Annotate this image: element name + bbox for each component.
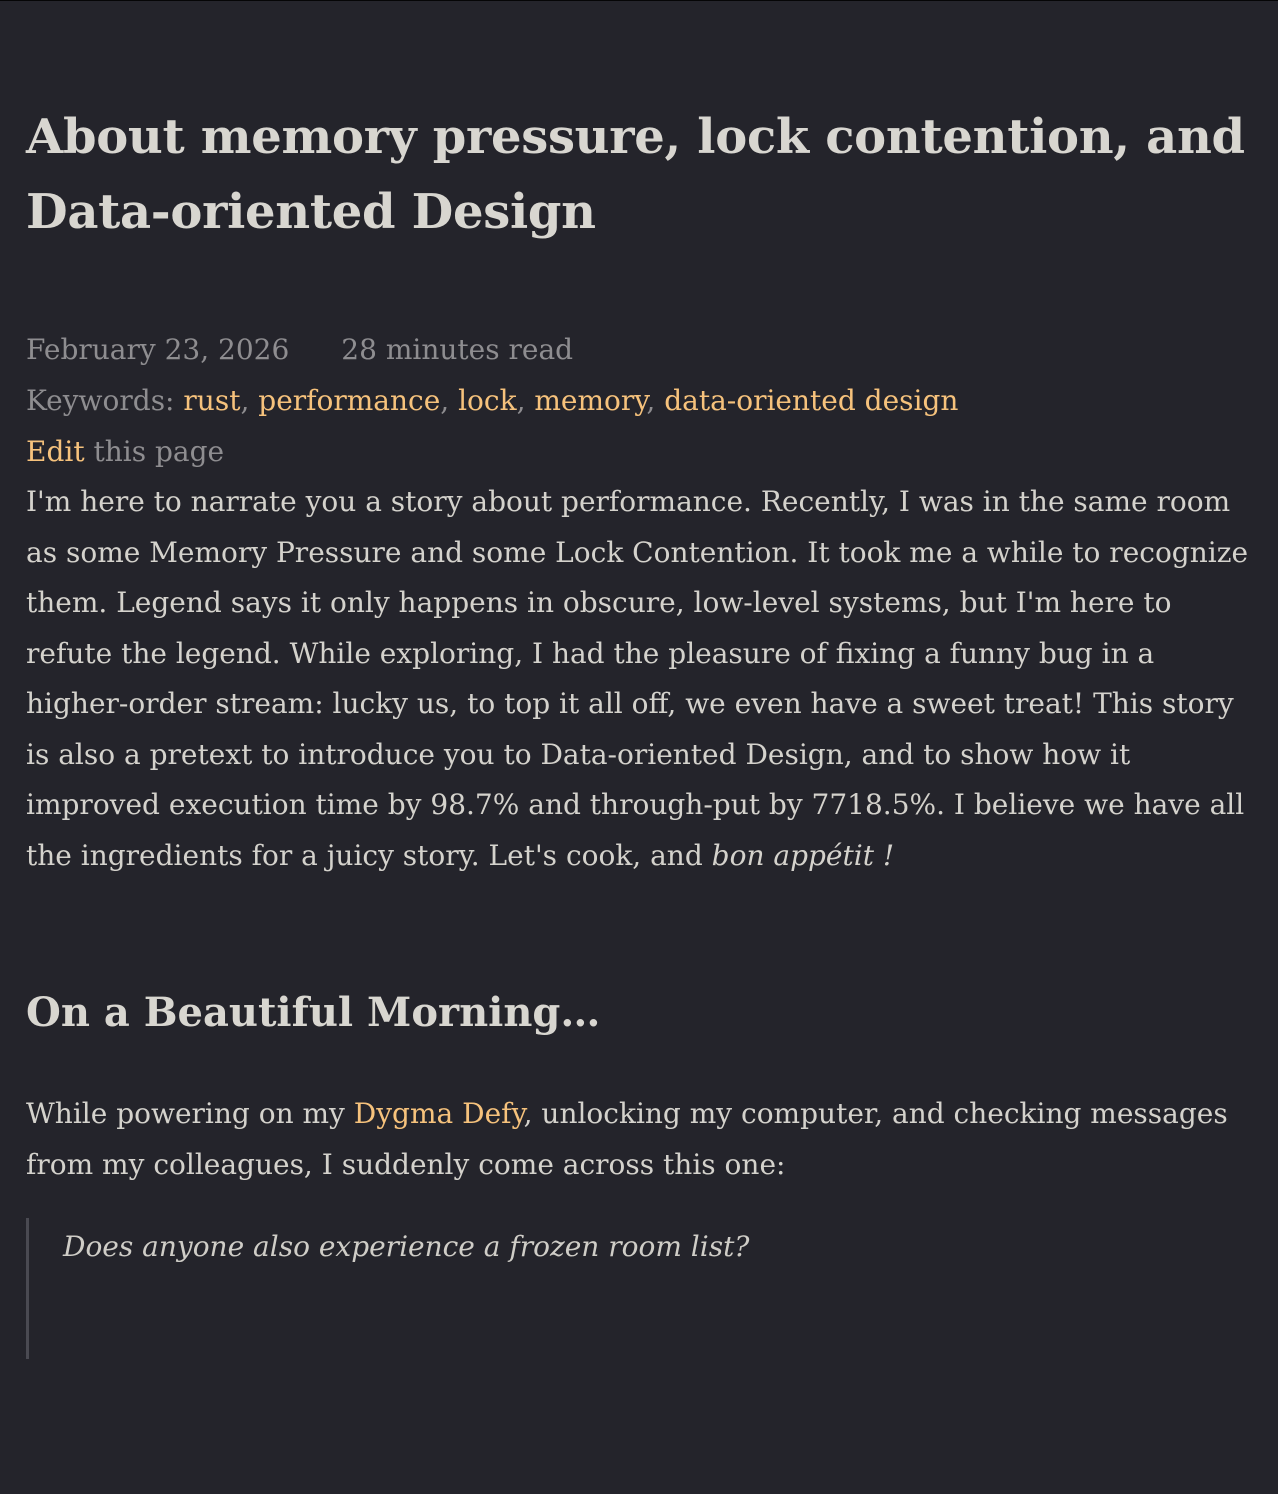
edit-line	[26, 426, 1252, 477]
keyword-link-data-oriented-design[interactable]: data-oriented design	[664, 384, 959, 417]
keyword-link-memory[interactable]: memory	[534, 384, 647, 417]
para-text-before: While powering on my	[26, 1097, 354, 1130]
read-time: 28 minutes read	[341, 333, 574, 366]
page-title: About memory pressure, lock contention, and Data-oriented Design	[26, 109, 1245, 240]
intro-paragraph	[26, 477, 1252, 881]
article-meta	[26, 324, 1252, 477]
para-text-after: , unlocking my computer, and checking messages from my colleagues, I suddenly come across this one:	[26, 1097, 1228, 1181]
keywords-label: Keywords:	[26, 384, 175, 417]
edit-page-link[interactable]: Edit	[26, 435, 85, 468]
keyword-link-rust[interactable]: rust	[183, 384, 241, 417]
quote-block: Does anyone also experience a frozen room list?	[26, 1218, 1252, 1359]
dygma-defy-link[interactable]: Dygma Defy	[353, 1097, 524, 1130]
section-heading: On a Beautiful Morning…	[26, 989, 601, 1036]
section-paragraph	[26, 1089, 1252, 1190]
intro-text: I'm here to narrate you a story about performance. Recently, I was in the same room as some Memory Pressure and some Lock Contention. It took me a while to recognize them. Legend says it only happens in obscure, low-level systems, but I'm here to refute the legend. While exploring, I had the pleasure of fixing a funny bug in a higher-order stream: lucky us, to top it all off, we even have a sweet treat! This story is also a pretext to introduce you to Data-oriented Design, and to show how it improved execution time by 98.7% and through-put by 7718.5%. I believe we have all the ingredients for a juicy story. Let's cook, and	[26, 485, 1249, 872]
date-line	[26, 324, 1252, 375]
edit-suffix: this page	[93, 435, 225, 468]
keyword-link-performance[interactable]: performance	[258, 384, 441, 417]
keywords-line: Keywords: rust, performance, lock, memory, data-oriented design	[26, 384, 959, 417]
article-body	[26, 477, 1252, 1359]
article	[0, 100, 1278, 1359]
intro-italic: bon appétit !	[711, 838, 895, 872]
keyword-link-lock[interactable]: lock	[458, 384, 517, 417]
publish-date: February 23, 2026	[26, 333, 290, 366]
